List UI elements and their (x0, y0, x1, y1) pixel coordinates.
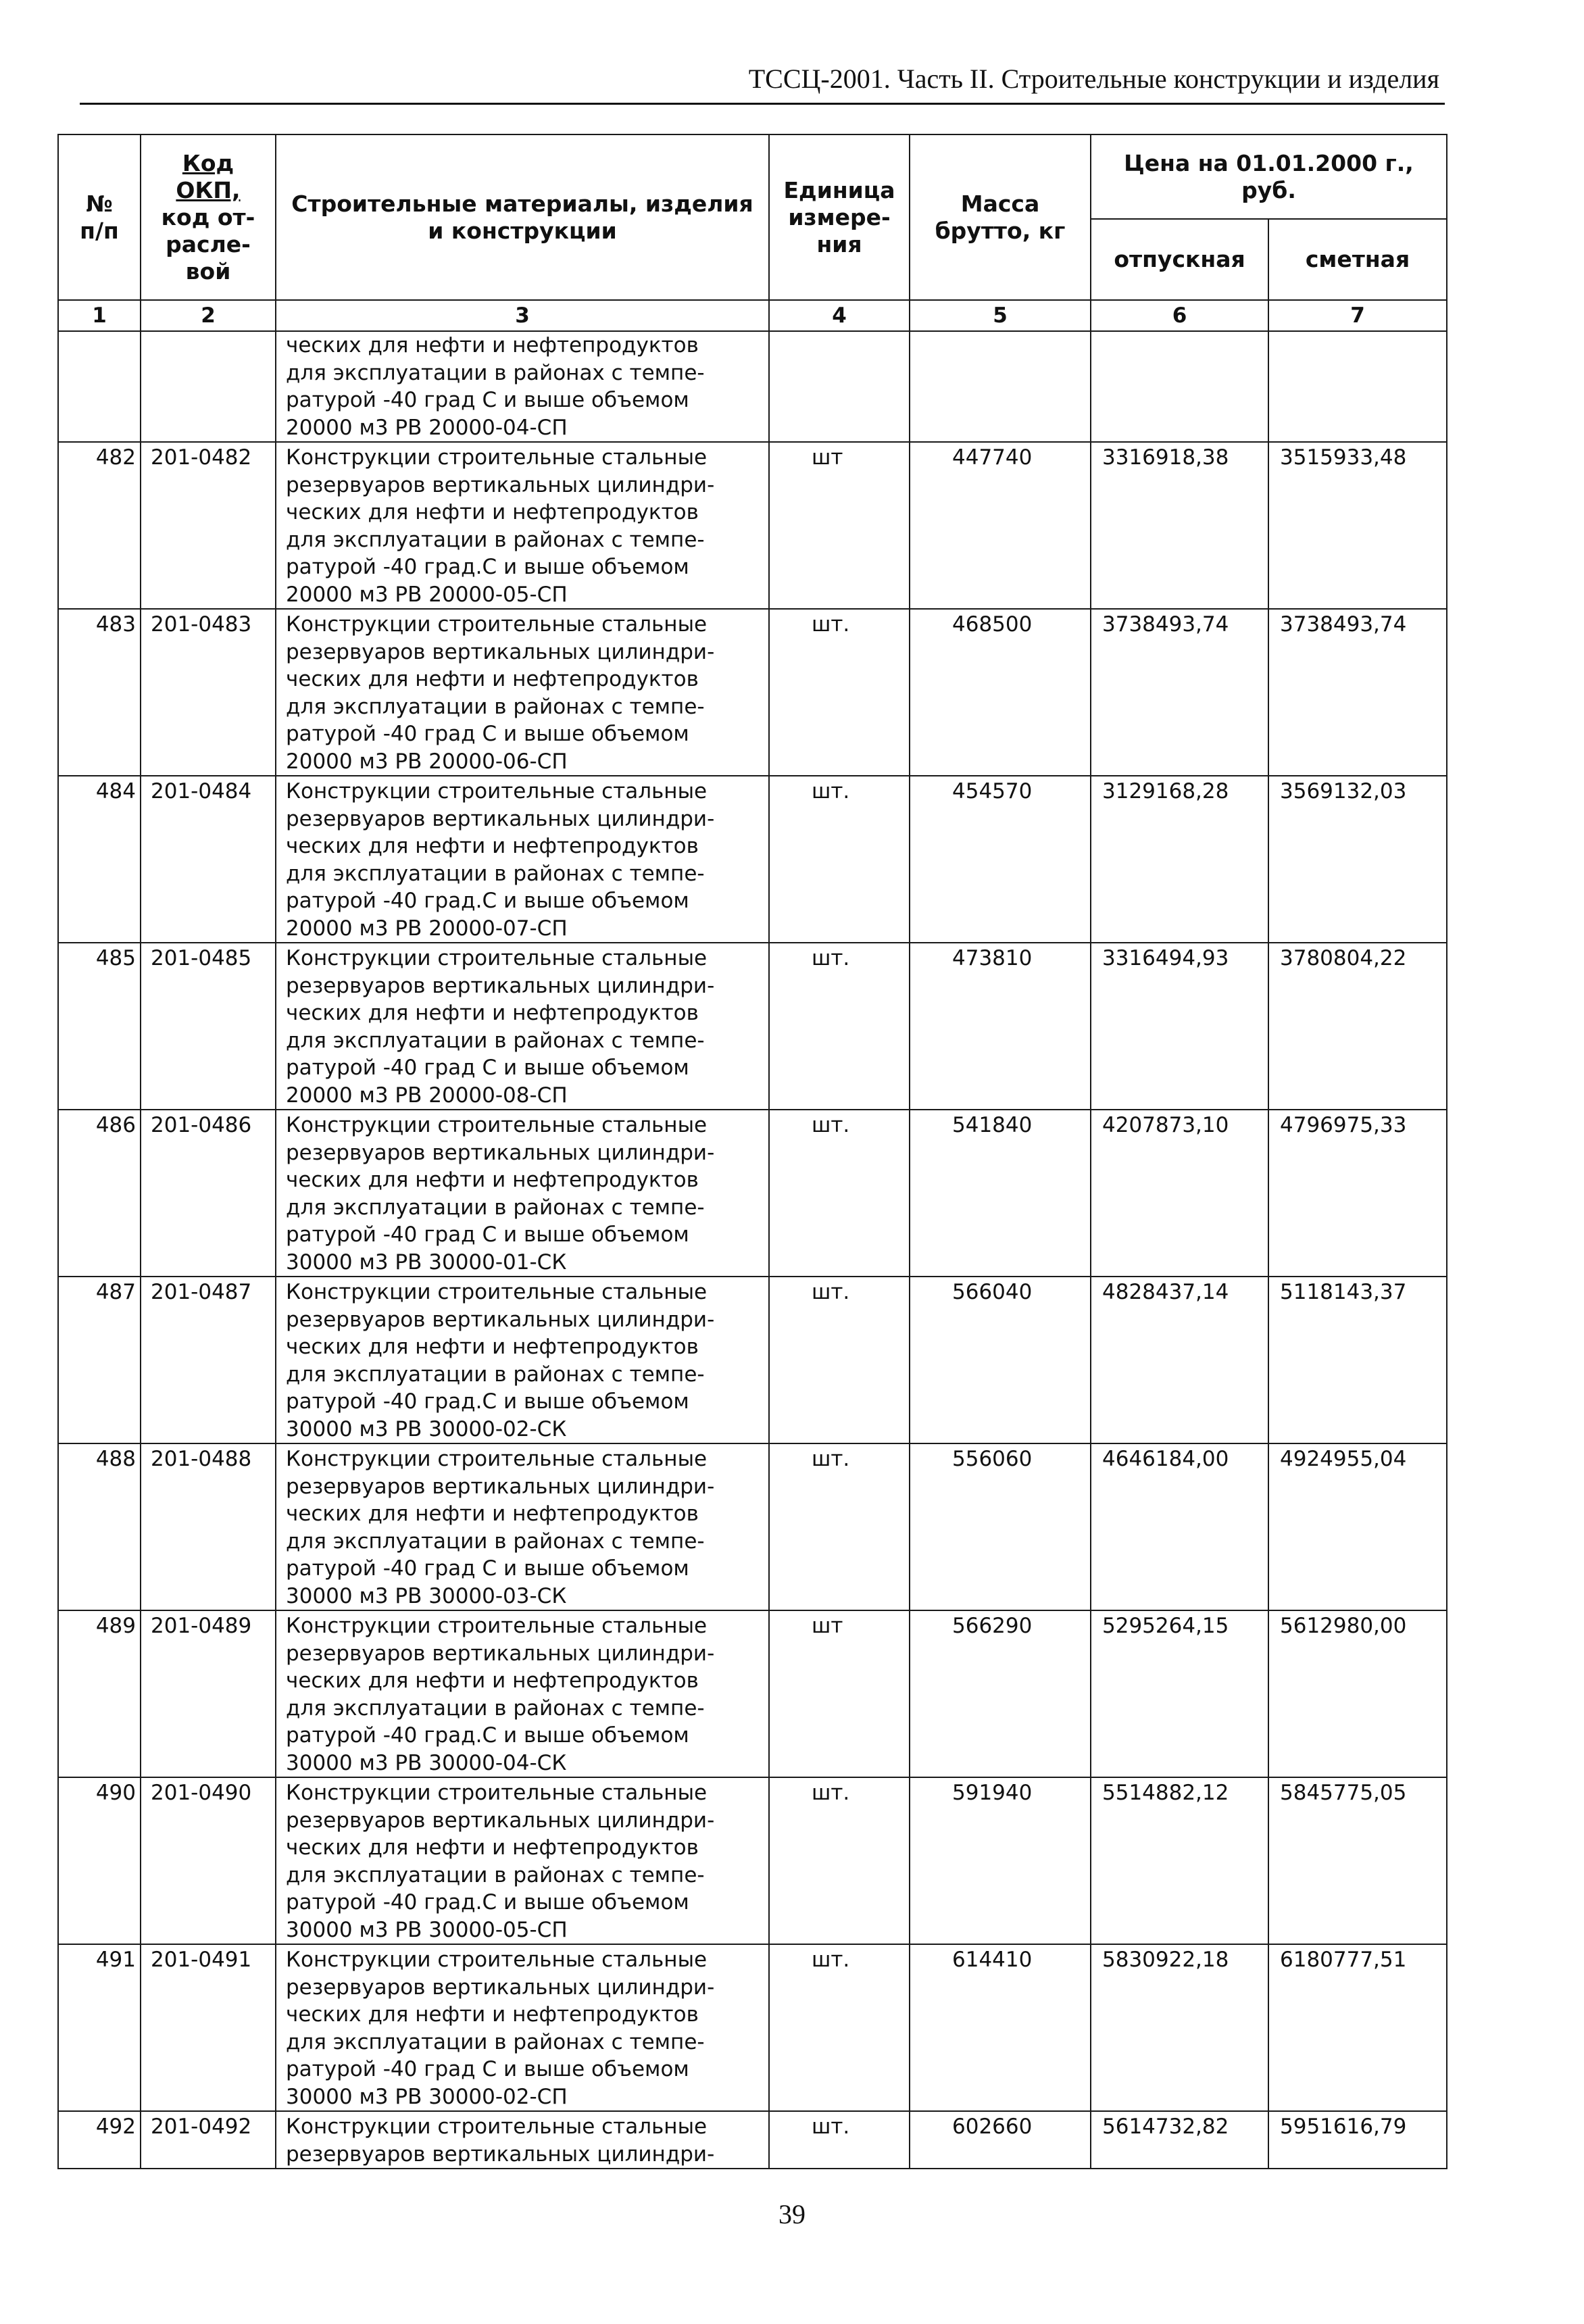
header-price-line2: руб. (1241, 176, 1296, 203)
table-row (58, 1110, 1447, 1277)
description-line: ратурой -40 град.С и выше объемом (286, 1723, 689, 1748)
description-line: для эксплуатации в районах с темпе- (286, 527, 705, 552)
description-line: ратурой -40 град С и выше объемом (286, 1056, 689, 1080)
cell-code: 201-0482 (141, 442, 276, 609)
table-row (58, 1610, 1447, 1777)
cell-price-release: 4828437,14 (1091, 1277, 1268, 1443)
description-line: Конструкции строительные стальные (286, 1280, 708, 1304)
description-line: ческих для нефти и нефтепродуктов (286, 500, 699, 524)
cell-description (276, 1944, 769, 2111)
description-line: 30000 м3 РВ 30000-02-СП (286, 2084, 568, 2109)
cell-mass (910, 331, 1091, 442)
cell-code: 201-0490 (141, 1777, 276, 1944)
cell-unit: шт. (769, 1110, 910, 1277)
header-rule (80, 103, 1445, 105)
cell-number: 483 (58, 609, 141, 776)
header-unit-line3: ния (816, 230, 862, 257)
description-line: для эксплуатации в районах с темпе- (286, 1028, 705, 1053)
cell-price-release: 3129168,28 (1091, 776, 1268, 943)
cell-description (276, 943, 769, 1110)
cell-unit: шт. (769, 2111, 910, 2169)
description-line: резервуаров вертикальных цилиндри- (286, 472, 715, 497)
description-line: резервуаров вертикальных цилиндри- (286, 1140, 715, 1165)
cell-unit: шт. (769, 943, 910, 1110)
description-line: 30000 м3 РВ 30000-05-СП (286, 1917, 568, 1942)
description-line: Конструкции строительные стальные (286, 1447, 708, 1471)
cell-price-estimate: 6180777,51 (1268, 1944, 1447, 2111)
table-row (58, 776, 1447, 943)
header-code-line5: вой (185, 257, 231, 285)
table-row-continuation (58, 331, 1447, 442)
description-line: 20000 м3 РВ 20000-04-СП (286, 415, 568, 440)
table-row (58, 2111, 1447, 2169)
table-row (58, 1443, 1447, 1610)
header-materials-line1: Строительные материалы, изделия (291, 190, 753, 217)
cell-description (276, 331, 769, 442)
cell-number: 482 (58, 442, 141, 609)
description-line: ческих для нефти и нефтепродуктов (286, 1168, 699, 1192)
cell-price-release (1091, 331, 1268, 442)
header-materials (276, 134, 769, 300)
description-line: резервуаров вертикальных цилиндри- (286, 1474, 715, 1499)
cell-price-release: 3316494,93 (1091, 943, 1268, 1110)
table-row (58, 1277, 1447, 1443)
header-price-release: отпускная (1091, 219, 1268, 300)
cell-code (141, 331, 276, 442)
description-line: резервуаров вертикальных цилиндри- (286, 806, 715, 831)
description-line: резервуаров вертикальных цилиндри- (286, 2142, 715, 2167)
cell-price-release: 3316918,38 (1091, 442, 1268, 609)
description-line: для эксплуатации в районах с темпе- (286, 1696, 705, 1721)
column-number: 4 (769, 300, 910, 331)
description-line: резервуаров вертикальных цилиндри- (286, 1808, 715, 1833)
page-number: 39 (778, 2199, 806, 2229)
table-row (58, 609, 1447, 776)
cell-mass: 591940 (910, 1777, 1091, 1944)
cell-code: 201-0489 (141, 1610, 276, 1777)
cell-price-estimate: 5845775,05 (1268, 1777, 1447, 1944)
description-line: Конструкции строительные стальные (286, 445, 708, 470)
cell-code: 201-0486 (141, 1110, 276, 1277)
header-number (58, 134, 141, 300)
description-line: 20000 м3 РВ 20000-05-СП (286, 582, 568, 607)
cell-description (276, 1610, 769, 1777)
cell-code: 201-0487 (141, 1277, 276, 1443)
cell-number (58, 331, 141, 442)
header-code-line4: расле- (166, 230, 251, 257)
description-line: для эксплуатации в районах с темпе- (286, 1529, 705, 1554)
description-line: для эксплуатации в районах с темпе- (286, 2029, 705, 2054)
cell-code: 201-0491 (141, 1944, 276, 2111)
cell-unit: шт. (769, 1277, 910, 1443)
cell-mass: 556060 (910, 1443, 1091, 1610)
column-number: 6 (1091, 300, 1268, 331)
cell-price-estimate (1268, 331, 1447, 442)
description-line: 30000 м3 РВ 30000-01-СК (286, 1250, 567, 1275)
cell-description (276, 442, 769, 609)
cell-price-estimate: 3569132,03 (1268, 776, 1447, 943)
cell-price-estimate: 4796975,33 (1268, 1110, 1447, 1277)
description-line: ческих для нефти и нефтепродуктов (286, 1335, 699, 1359)
cell-mass: 614410 (910, 1944, 1091, 2111)
column-number-row (58, 300, 1447, 331)
cell-unit: шт (769, 1610, 910, 1777)
cell-number: 487 (58, 1277, 141, 1443)
header-code-line3: код от- (161, 203, 255, 230)
description-line: резервуаров вертикальных цилиндри- (286, 1307, 715, 1332)
description-line: ческих для нефти и нефтепродуктов (286, 333, 699, 357)
description-line: 30000 м3 РВ 30000-04-СК (286, 1750, 567, 1775)
description-line: ратурой -40 град С и выше объемом (286, 1556, 689, 1581)
description-line: резервуаров вертикальных цилиндри- (286, 973, 715, 998)
column-number: 5 (910, 300, 1091, 331)
cell-number: 491 (58, 1944, 141, 2111)
cell-code: 201-0492 (141, 2111, 276, 2169)
header-materials-line2: и конструкции (428, 217, 617, 244)
header-mass (910, 134, 1091, 300)
cell-price-release: 4646184,00 (1091, 1443, 1268, 1610)
table-row (58, 1944, 1447, 2111)
description-line: для эксплуатации в районах с темпе- (286, 360, 705, 385)
cell-unit (769, 331, 910, 442)
description-line: ческих для нефти и нефтепродуктов (286, 2002, 699, 2027)
header-unit-line1: Единица (783, 176, 895, 203)
header-price-line1: Цена на 01.01.2000 г., (1124, 149, 1414, 176)
cell-mass: 602660 (910, 2111, 1091, 2169)
description-line: 30000 м3 РВ 30000-03-СК (286, 1583, 567, 1608)
page-header: ТССЦ-2001. Часть II. Строительные конструкции и изделия (748, 64, 1439, 94)
cell-number: 490 (58, 1777, 141, 1944)
description-line: ратурой -40 град С и выше объемом (286, 722, 689, 746)
description-line: для эксплуатации в районах с темпе- (286, 1362, 705, 1387)
header-unit-line2: измере- (788, 203, 891, 230)
cell-description (276, 1277, 769, 1443)
cell-description (276, 1110, 769, 1277)
description-line: ратурой -40 град.С и выше объемом (286, 555, 689, 579)
cell-price-release: 5295264,15 (1091, 1610, 1268, 1777)
cell-number: 489 (58, 1610, 141, 1777)
cell-unit: шт. (769, 609, 910, 776)
cell-number: 484 (58, 776, 141, 943)
description-line: ческих для нефти и нефтепродуктов (286, 1001, 699, 1025)
description-line: для эксплуатации в районах с темпе- (286, 1195, 705, 1220)
header-code-line1: Код (182, 149, 234, 176)
header-code-line2: ОКП, (176, 176, 241, 203)
header-mass-line1: Масса (960, 190, 1040, 217)
description-line: ратурой -40 град.С и выше объемом (286, 1389, 689, 1414)
column-number: 7 (1268, 300, 1447, 331)
description-line: для эксплуатации в районах с темпе- (286, 1862, 705, 1887)
description-line: ратурой -40 град С и выше объемом (286, 1222, 689, 1247)
cell-unit: шт. (769, 1777, 910, 1944)
cell-description (276, 1777, 769, 1944)
cell-code: 201-0485 (141, 943, 276, 1110)
cell-description (276, 2111, 769, 2169)
cell-mass: 473810 (910, 943, 1091, 1110)
column-number: 1 (58, 300, 141, 331)
cell-price-release: 5614732,82 (1091, 2111, 1268, 2169)
cell-unit: шт. (769, 1443, 910, 1610)
cell-number: 486 (58, 1110, 141, 1277)
cell-price-release: 5514882,12 (1091, 1777, 1268, 1944)
header-unit (769, 134, 910, 300)
header-mass-line2: брутто, кг (935, 217, 1066, 244)
cell-mass: 468500 (910, 609, 1091, 776)
cell-description (276, 609, 769, 776)
description-line: резервуаров вертикальных цилиндри- (286, 1975, 715, 2000)
description-line: Конструкции строительные стальные (286, 612, 708, 637)
price-table (57, 134, 1447, 2169)
table-row (58, 943, 1447, 1110)
description-line: ратурой -40 град С и выше объемом (286, 388, 689, 412)
cell-number: 488 (58, 1443, 141, 1610)
description-line: Конструкции строительные стальные (286, 779, 708, 803)
cell-description (276, 776, 769, 943)
description-line: 20000 м3 РВ 20000-08-СП (286, 1083, 568, 1108)
cell-price-estimate: 3780804,22 (1268, 943, 1447, 1110)
description-line: ческих для нефти и нефтепродуктов (286, 834, 699, 858)
cell-price-estimate: 5612980,00 (1268, 1610, 1447, 1777)
cell-mass: 566040 (910, 1277, 1091, 1443)
header-number-line2: п/п (80, 217, 119, 244)
column-number: 2 (141, 300, 276, 331)
table-row (58, 442, 1447, 609)
description-line: 30000 м3 РВ 30000-02-СК (286, 1416, 567, 1441)
cell-number: 485 (58, 943, 141, 1110)
cell-code: 201-0483 (141, 609, 276, 776)
cell-price-estimate: 5951616,79 (1268, 2111, 1447, 2169)
cell-unit: шт. (769, 1944, 910, 2111)
description-line: Конструкции строительные стальные (286, 1614, 708, 1638)
cell-price-estimate: 3738493,74 (1268, 609, 1447, 776)
column-number: 3 (276, 300, 769, 331)
cell-description (276, 1443, 769, 1610)
cell-mass: 454570 (910, 776, 1091, 943)
description-line: для эксплуатации в районах с темпе- (286, 694, 705, 719)
description-line: ческих для нефти и нефтепродуктов (286, 1502, 699, 1526)
cell-mass: 541840 (910, 1110, 1091, 1277)
table-row (58, 1777, 1447, 1944)
cell-number: 492 (58, 2111, 141, 2169)
cell-price-estimate: 3515933,48 (1268, 442, 1447, 609)
cell-price-release: 3738493,74 (1091, 609, 1268, 776)
description-line: ческих для нефти и нефтепродуктов (286, 1835, 699, 1860)
cell-unit: шт. (769, 776, 910, 943)
description-line: резервуаров вертикальных цилиндри- (286, 639, 715, 664)
description-line: для эксплуатации в районах с темпе- (286, 861, 705, 886)
cell-code: 201-0488 (141, 1443, 276, 1610)
cell-mass: 566290 (910, 1610, 1091, 1777)
description-line: Конструкции строительные стальные (286, 1781, 708, 1805)
description-line: Конструкции строительные стальные (286, 1948, 708, 1972)
description-line: 20000 м3 РВ 20000-07-СП (286, 916, 568, 941)
cell-price-estimate: 5118143,37 (1268, 1277, 1447, 1443)
cell-price-release: 4207873,10 (1091, 1110, 1268, 1277)
description-line: Конструкции строительные стальные (286, 2115, 708, 2139)
description-line: Конструкции строительные стальные (286, 1113, 708, 1137)
cell-unit: шт (769, 442, 910, 609)
cell-code: 201-0484 (141, 776, 276, 943)
description-line: ратурой -40 град.С и выше объемом (286, 1890, 689, 1914)
cell-mass: 447740 (910, 442, 1091, 609)
description-line: 20000 м3 РВ 20000-06-СП (286, 749, 568, 774)
description-line: резервуаров вертикальных цилиндри- (286, 1641, 715, 1666)
description-line: ратурой -40 град С и выше объемом (286, 2057, 689, 2081)
cell-price-release: 5830922,18 (1091, 1944, 1268, 2111)
description-line: ратурой -40 град.С и выше объемом (286, 889, 689, 913)
header-number-line1: № (86, 190, 113, 217)
header-code (141, 134, 276, 300)
description-line: ческих для нефти и нефтепродуктов (286, 667, 699, 691)
header-price (1091, 134, 1447, 219)
description-line: Конструкции строительные стальные (286, 946, 708, 970)
description-line: ческих для нефти и нефтепродуктов (286, 1668, 699, 1693)
header-price-estimate: сметная (1268, 219, 1447, 300)
cell-price-estimate: 4924955,04 (1268, 1443, 1447, 1610)
